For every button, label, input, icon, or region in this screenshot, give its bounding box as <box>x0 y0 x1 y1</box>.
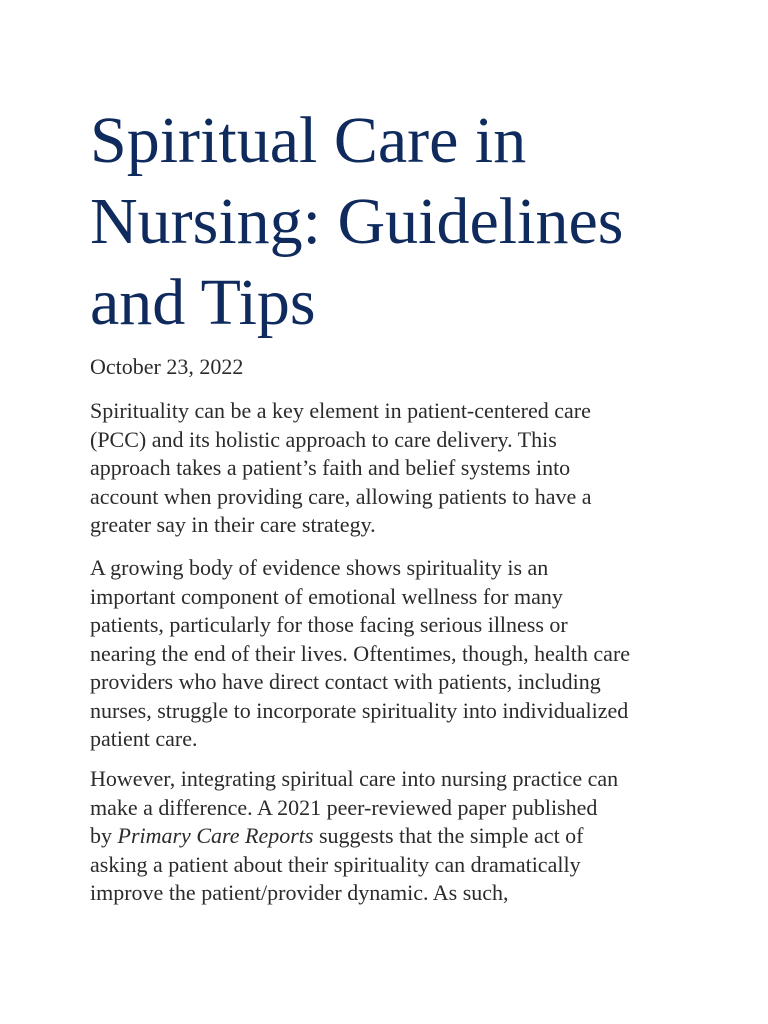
paragraph-line: nurses, struggle to incorporate spirituality into individualized <box>90 697 629 723</box>
title-line: and Tips <box>90 266 316 339</box>
article-title <box>90 100 690 343</box>
paragraph-line: However, integrating spiritual care into nursing practice can <box>90 766 619 791</box>
paragraph-line: improve the patient/provider dynamic. As such, <box>90 880 509 905</box>
paragraph-line: patient care. <box>90 726 198 751</box>
text-run: by <box>90 823 118 848</box>
publish-date: October 23, 2022 <box>90 354 244 379</box>
text-run: suggests that the simple act of <box>313 823 584 848</box>
paragraph-line: greater say in their care strategy. <box>90 512 376 537</box>
paragraph-line: Spirituality can be a key element in patient-centered care <box>90 398 591 423</box>
paragraph-1 <box>90 397 690 540</box>
paragraph-line: asking a patient about their spirituality can dramatically <box>90 851 581 877</box>
paragraph-3 <box>90 765 690 908</box>
paragraph-line: (PCC) and its holistic approach to care delivery. This <box>90 426 557 452</box>
paragraph-line: make a difference. A 2021 peer-reviewed paper published <box>90 794 598 820</box>
publication-name: Primary Care Reports <box>117 823 314 848</box>
paragraph-line: important component of emotional wellness for many <box>90 583 563 609</box>
paragraph-line: A growing body of evidence shows spirituality is an <box>90 555 549 580</box>
paragraph-line: nearing the end of their lives. Oftentimes, though, health care <box>90 640 631 666</box>
paragraph-line: account when providing care, allowing patients to have a <box>90 483 592 509</box>
title-line: Spiritual Care in <box>90 104 527 177</box>
paragraph-2 <box>90 554 690 754</box>
paragraph-line: providers who have direct contact with patients, including <box>90 669 601 694</box>
paragraph-line: approach takes a patient’s faith and belief systems into <box>90 455 571 480</box>
paragraph-line <box>90 822 690 851</box>
paragraph-line: patients, particularly for those facing serious illness or <box>90 612 568 637</box>
title-line: Nursing: Guidelines <box>90 185 624 258</box>
